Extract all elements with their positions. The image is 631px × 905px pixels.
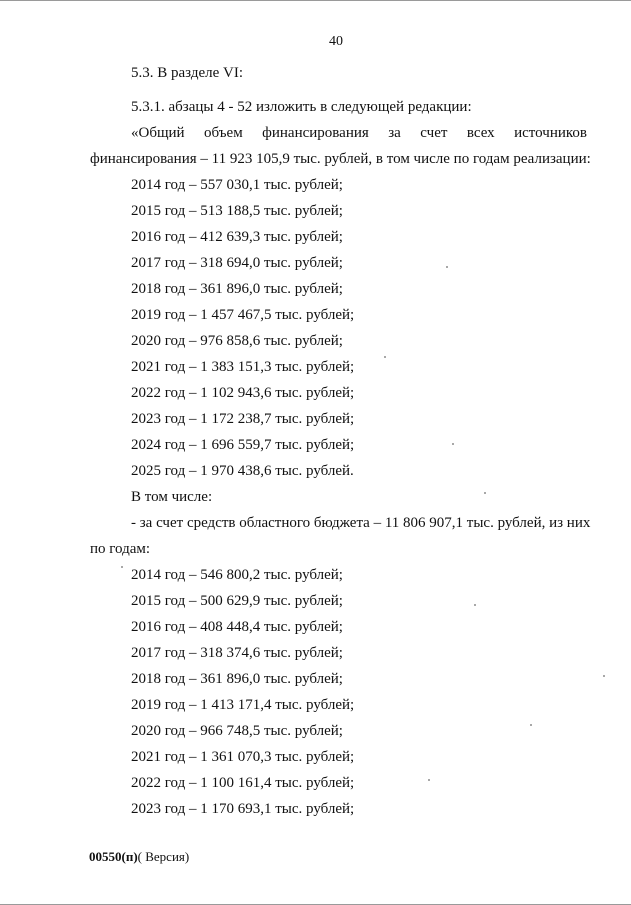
total-year-line: 2024 год – 1 696 559,7 тыс. рублей; [131, 437, 355, 453]
version-label: ( Версия) [137, 849, 190, 864]
regional-year-line: 2019 год – 1 413 171,4 тыс. рублей; [131, 697, 355, 713]
scan-speck [603, 675, 605, 677]
regional-year-line: 2022 год – 1 100 161,4 тыс. рублей; [131, 775, 355, 791]
paragraph-word: всех [466, 125, 495, 141]
paragraph-word: объем [204, 125, 243, 141]
regional-year-line: 2017 год – 318 374,6 тыс. рублей; [131, 645, 343, 661]
scan-speck [446, 266, 448, 268]
total-paragraph-line2: финансирования – 11 923 105,9 тыс. рублей, в том числе по годам реализации: [90, 151, 591, 167]
regional-year-line: 2016 год – 408 448,4 тыс. рублей; [131, 619, 343, 635]
regional-year-line: 2014 год – 546 800,2 тыс. рублей; [131, 567, 343, 583]
document-code: 00550(п) [89, 849, 138, 864]
total-year-line: 2022 год – 1 102 943,6 тыс. рублей; [131, 385, 355, 401]
scan-speck [530, 724, 532, 726]
total-year-line: 2021 год – 1 383 151,3 тыс. рублей; [131, 359, 355, 375]
total-year-line: 2025 год – 1 970 438,6 тыс. рублей. [131, 463, 354, 479]
regional-year-line: 2018 год – 361 896,0 тыс. рублей; [131, 671, 343, 687]
scan-speck [428, 779, 430, 781]
regional-year-line: 2015 год – 500 629,9 тыс. рублей; [131, 593, 343, 609]
scan-speck [474, 604, 476, 606]
scan-speck [452, 443, 454, 445]
paragraph-word: за [388, 125, 401, 141]
scan-speck [121, 566, 123, 568]
paragraph-word: счет [420, 125, 448, 141]
scan-speck [384, 356, 386, 358]
total-year-line: 2019 год – 1 457 467,5 тыс. рублей; [131, 307, 355, 323]
total-paragraph-line1 [131, 124, 587, 142]
scan-speck [484, 492, 486, 494]
document-footer [89, 849, 189, 865]
scan-top-edge [0, 0, 631, 1]
paragraph-word: источников [514, 125, 587, 141]
total-year-line: 2020 год – 976 858,6 тыс. рублей; [131, 333, 343, 349]
subsection-heading: 5.3.1. абзацы 4 - 52 изложить в следующей редакции: [131, 99, 472, 115]
total-year-line: 2023 год – 1 172 238,7 тыс. рублей; [131, 411, 355, 427]
total-year-line: 2017 год – 318 694,0 тыс. рублей; [131, 255, 343, 271]
total-year-line: 2015 год – 513 188,5 тыс. рублей; [131, 203, 343, 219]
regional-year-line: 2023 год – 1 170 693,1 тыс. рублей; [131, 801, 355, 817]
regional-paragraph-line1: - за счет средств областного бюджета – 11 806 907,1 тыс. рублей, из них [131, 515, 591, 531]
total-year-line: 2016 год – 412 639,3 тыс. рублей; [131, 229, 343, 245]
regional-year-line: 2021 год – 1 361 070,3 тыс. рублей; [131, 749, 355, 765]
regional-paragraph-line2: по годам: [90, 541, 151, 557]
total-year-line: 2018 год – 361 896,0 тыс. рублей; [131, 281, 343, 297]
total-year-line: 2014 год – 557 030,1 тыс. рублей; [131, 177, 343, 193]
paragraph-word: финансирования [262, 125, 369, 141]
including-label: В том числе: [131, 489, 213, 505]
section-heading: 5.3. В разделе VI: [131, 65, 243, 81]
page-number: 40 [329, 34, 343, 49]
paragraph-word: «Общий [131, 125, 185, 141]
regional-year-line: 2020 год – 966 748,5 тыс. рублей; [131, 723, 343, 739]
